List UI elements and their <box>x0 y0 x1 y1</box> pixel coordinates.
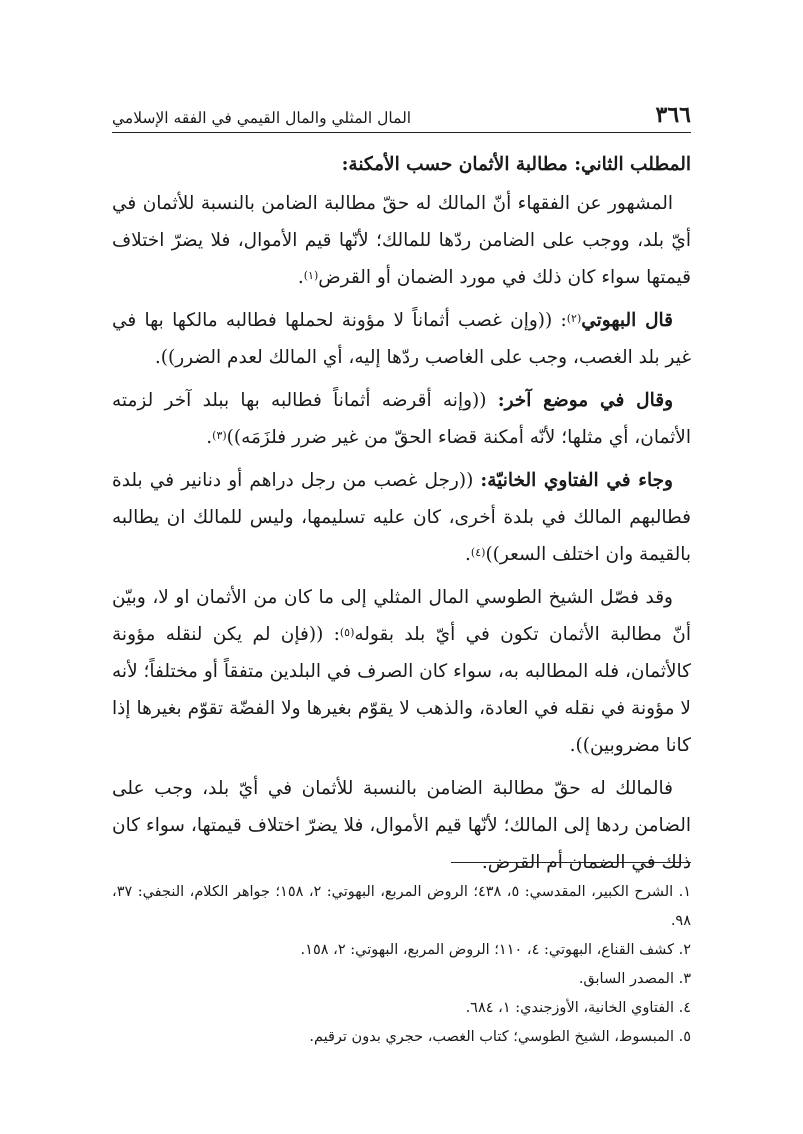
paragraph-text: ((وإنه أقرضه أثماناً فطالبه بها ببلد آخر لزمته الأثمان، أي مثلها؛ لأنّه أمكنة قضاء الحقّ من غير ضرر فلزَمَه)) <box>112 390 691 448</box>
paragraph-4 <box>112 462 691 573</box>
paragraph-2 <box>112 302 691 376</box>
footnote-ref: (٣) <box>212 429 227 442</box>
footnote-ref: (١) <box>303 269 319 282</box>
running-title: المال المثلي والمال القيمي في الفقه الإسلامي <box>112 108 412 127</box>
paragraph-tail: . <box>297 267 304 288</box>
page-number: ٣٦٦ <box>655 102 691 128</box>
paragraph-6 <box>112 770 691 881</box>
paragraph-text: : ((وإن غصب أثماناً لا مؤونة لحملها فطالبه مالكها بها في غير بلد الغصب، وجب على الغاصب ردّها إليه، أي المالك لعدم الضرر)). <box>112 310 691 368</box>
paragraph-tail: . <box>465 544 471 565</box>
footnote-item: ٣. المصدر السابق. <box>578 971 691 987</box>
paragraph-text: وقد فصّل الشيخ الطوسي المال المثلي إلى ما كان من الأثمان او لا، وبيّن أنّ مطالبة الأثمان تكون في أيّ بلد بقوله <box>112 587 691 645</box>
page-header <box>112 92 691 133</box>
footnote-item: ٤. الفتاوي الخانية، الأوزجندي: ١، ٦٨٤. <box>465 1000 691 1016</box>
paragraph-tail: . <box>206 427 213 448</box>
section-title: المطلب الثاني: مطالبة الأثمان حسب الأمكنة: <box>341 154 691 175</box>
paragraph-text: المشهور عن الفقهاء أنّ المالك له حقّ مطالبة الضامن بالنسبة للأثمان في أيّ بلد، ووجب على الضامن ردّها للمالك؛ لأنّها قيم الأموال، فلا يضرّ اختلاف قيمتها سواء كان ذلك في مورد الضمان أو القرض <box>112 193 691 288</box>
paragraph-tail: : ((فإن لم يكن لنقله مؤونة كالأثمان، فله المطالبه به، سواء كان الصرف في البلدين متفقاً أو مختلفاً؛ لأنه لا مؤونة في نقله في العادة، والذهب لا يقوّم بغيرها ولا الفضّة تقوّم بغيرها إذا كانا مضروبين)). <box>112 624 691 756</box>
paragraph-text: ((رجل غصب من رجل دراهم أو دنانير في بلدة فطالبهم المالك في بلدة أخرى، كان عليه تسليمها، وليس للمالك ان يطالبه بالقيمة وان اختلف السعر)) <box>112 470 691 565</box>
paragraph-3 <box>112 382 691 456</box>
footnote-divider <box>451 862 691 863</box>
footnote-item: ٥. المبسوط، الشيخ الطوسي؛ كتاب الغصب، حجري بدون ترقيم. <box>309 1029 691 1045</box>
footnotes <box>112 878 691 1052</box>
paragraph-lead: قال البهوتي <box>581 310 673 331</box>
footnote-item: ٢. كشف القناع، البهوتي: ٤، ١١٠؛ الروض المربع، البهوتي: ٢، ١٥٨. <box>300 942 691 958</box>
paragraph-1 <box>112 185 691 296</box>
footnote-ref: (٤) <box>470 546 486 559</box>
main-text <box>112 146 691 887</box>
footnote-ref: (٢) <box>566 312 582 325</box>
paragraph-text: فالمالك له حقّ مطالبة الضامن بالنسبة للأثمان في أيّ بلد، وجب على الضامن ردها إلى المالك؛ لأنّها قيم الأموال، فلا يضرّ اختلاف قيمتها، سواء كان ذلك في الضمان أم القرض. <box>112 778 691 873</box>
paragraph-lead: وقال في موضع آخر: <box>497 390 673 411</box>
footnote-ref: (٥) <box>339 626 355 639</box>
paragraph-5 <box>112 579 691 764</box>
paragraph-lead: وجاء في الفتاوي الخانيّة: <box>480 470 673 491</box>
footnote-item: ١. الشرح الكبير، المقدسي: ٥، ٤٣٨؛ الروض المربع، البهوتي: ٢، ١٥٨؛ جواهر الكلام، النجفي: ٣٧، ٩٨. <box>112 884 691 929</box>
